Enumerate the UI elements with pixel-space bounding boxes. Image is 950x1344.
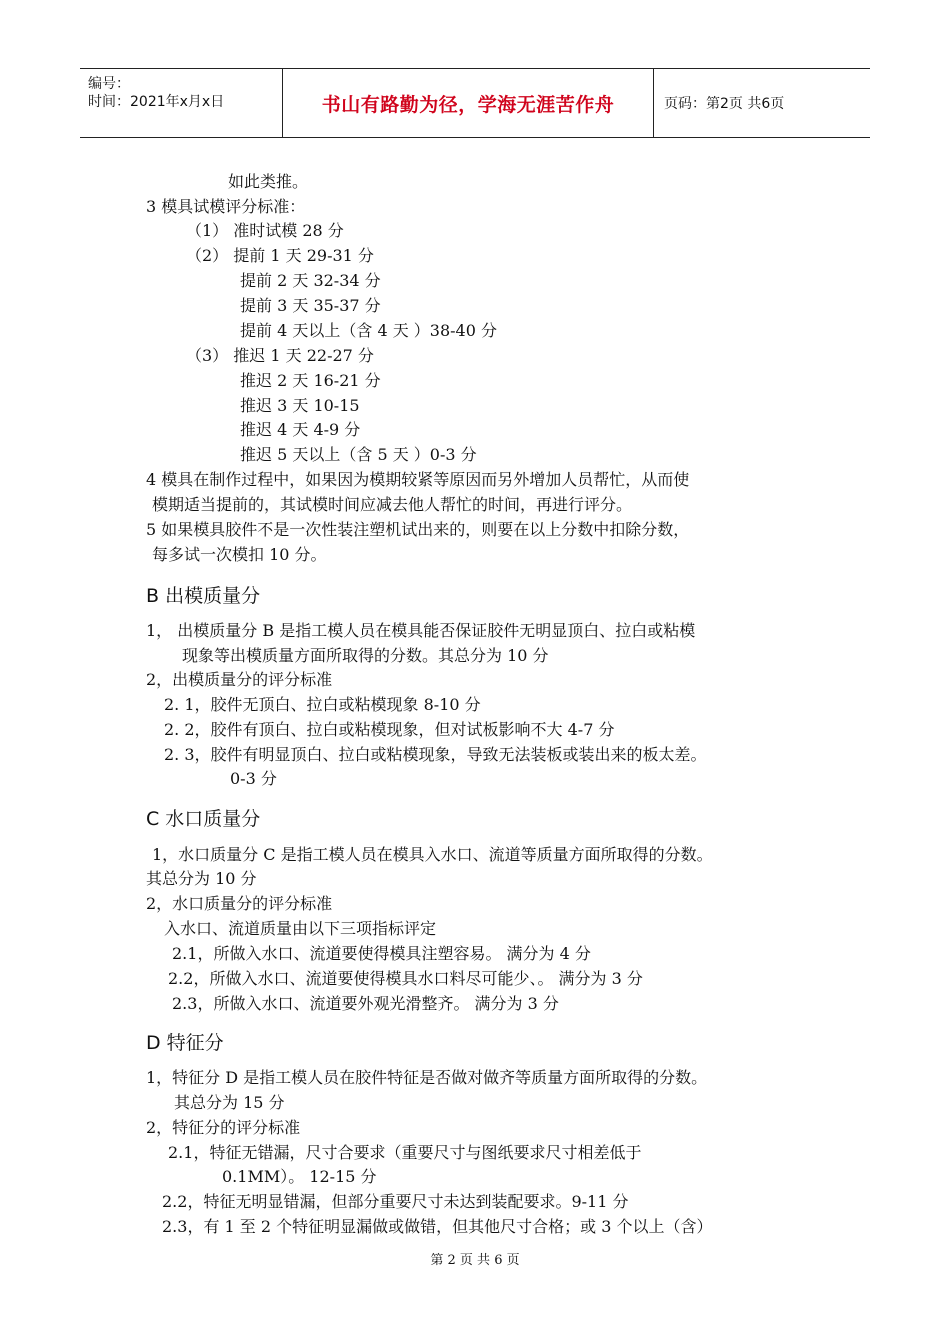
page-header [80, 68, 870, 138]
body-line: 推迟 2 天 16-21 分 [240, 371, 381, 390]
body-line: 4 模具在制作过程中，如果因为模期较紧等原因而另外增加人员帮忙，从而使 [146, 470, 690, 489]
body-line: 2. 2，胶件有顶白、拉白或粘模现象，但对试板影响不大 4-7 分 [164, 720, 615, 739]
header-motto-cell [283, 69, 654, 137]
body-line: 推迟 5 天以上（含 5 天 ）0-3 分 [240, 445, 477, 464]
body-line: 2.2，所做入水口、流道要使得模具水口料尽可能少、。 满分为 3 分 [168, 969, 643, 988]
body-line: （3） 推迟 1 天 22-27 分 [186, 346, 374, 365]
body-line: 2.3，所做入水口、流道要外观光滑整齐。 满分为 3 分 [172, 994, 559, 1013]
header-page-code: 页码：第2页 共6页 [664, 96, 785, 112]
body-line: 现象等出模质量方面所取得的分数。其总分为 10 分 [182, 646, 549, 665]
body-line: 提前 2 天 32-34 分 [240, 271, 381, 290]
body-line: 其总分为 10 分 [146, 869, 257, 888]
body-line: 入水口、流道质量由以下三项指标评定 [164, 919, 437, 938]
body-line: （2） 提前 1 天 29-31 分 [186, 246, 374, 265]
body-line: 5 如果模具胶件不是一次性装注塑机试出来的，则要在以上分数中扣除分数， [146, 520, 690, 539]
body-line: 0-3 分 [230, 769, 277, 788]
body-line: 1， 出模质量分 B 是指工模人员在模具能否保证胶件无明显顶白、拉白或粘模 [146, 621, 696, 640]
body-line: 模期适当提前的，其试模时间应减去他人帮忙的时间，再进行评分。 [152, 495, 633, 514]
body-line: 1，水口质量分 C 是指工模人员在模具入水口、流道等质量方面所取得的分数。 [152, 845, 713, 864]
body-line: 2. 1，胶件无顶白、拉白或粘模现象 8-10 分 [164, 695, 481, 714]
body-line: 2，特征分的评分标准 [146, 1118, 301, 1137]
body-line: 1，特征分 D 是指工模人员在胶件特征是否做对做齐等质量方面所取得的分数。 [146, 1068, 708, 1087]
body-line: 提前 4 天以上（含 4 天 ）38-40 分 [240, 321, 498, 340]
section-heading-d: D 特征分 [146, 1032, 224, 1054]
document-number-label: 编号： [88, 76, 130, 92]
body-line: 2.2，特征无明显错漏，但部分重要尺寸未达到装配要求。9-11 分 [162, 1192, 629, 1211]
body-line: （1） 准时试模 28 分 [186, 221, 344, 240]
body-line: 3 模具试模评分标准： [146, 197, 306, 216]
page-footer: 第 2 页 共 6 页 [430, 1253, 520, 1268]
header-motto: 书山有路勤为径，学海无涯苦作舟 [321, 93, 615, 116]
body-line: 其总分为 15 分 [174, 1093, 285, 1112]
body-line: 提前 3 天 35-37 分 [240, 296, 381, 315]
body-line: 2.3，有 1 至 2 个特征明显漏做或做错，但其他尺寸合格；或 3 个以上（含） [162, 1217, 713, 1236]
header-page-cell [654, 69, 870, 137]
body-line: 推迟 4 天 4-9 分 [240, 420, 361, 439]
body-line: 2，出模质量分的评分标准 [146, 670, 333, 689]
section-heading-c: C 水口质量分 [146, 808, 261, 830]
document-time-label: 时间：2021年x月x日 [88, 94, 225, 110]
body-line: 2.1，所做入水口、流道要使得模具注塑容易。 满分为 4 分 [172, 944, 591, 963]
body-line: 2，水口质量分的评分标准 [146, 894, 333, 913]
body-line: 2. 3，胶件有明显顶白、拉白或粘模现象，导致无法装板或装出来的板太差。 [164, 745, 707, 764]
body-line: 2.1，特征无错漏，尺寸合要求（重要尺寸与图纸要求尺寸相差低于 [168, 1143, 642, 1162]
header-info-cell [80, 69, 283, 137]
body-line: 0.1MM）。 12-15 分 [222, 1167, 377, 1186]
section-heading-b: B 出模质量分 [146, 585, 261, 607]
body-line: 推迟 3 天 10-15 [240, 396, 360, 415]
body-line: 如此类推。 [228, 172, 309, 191]
body-line: 每多试一次模扣 10 分。 [152, 545, 327, 564]
